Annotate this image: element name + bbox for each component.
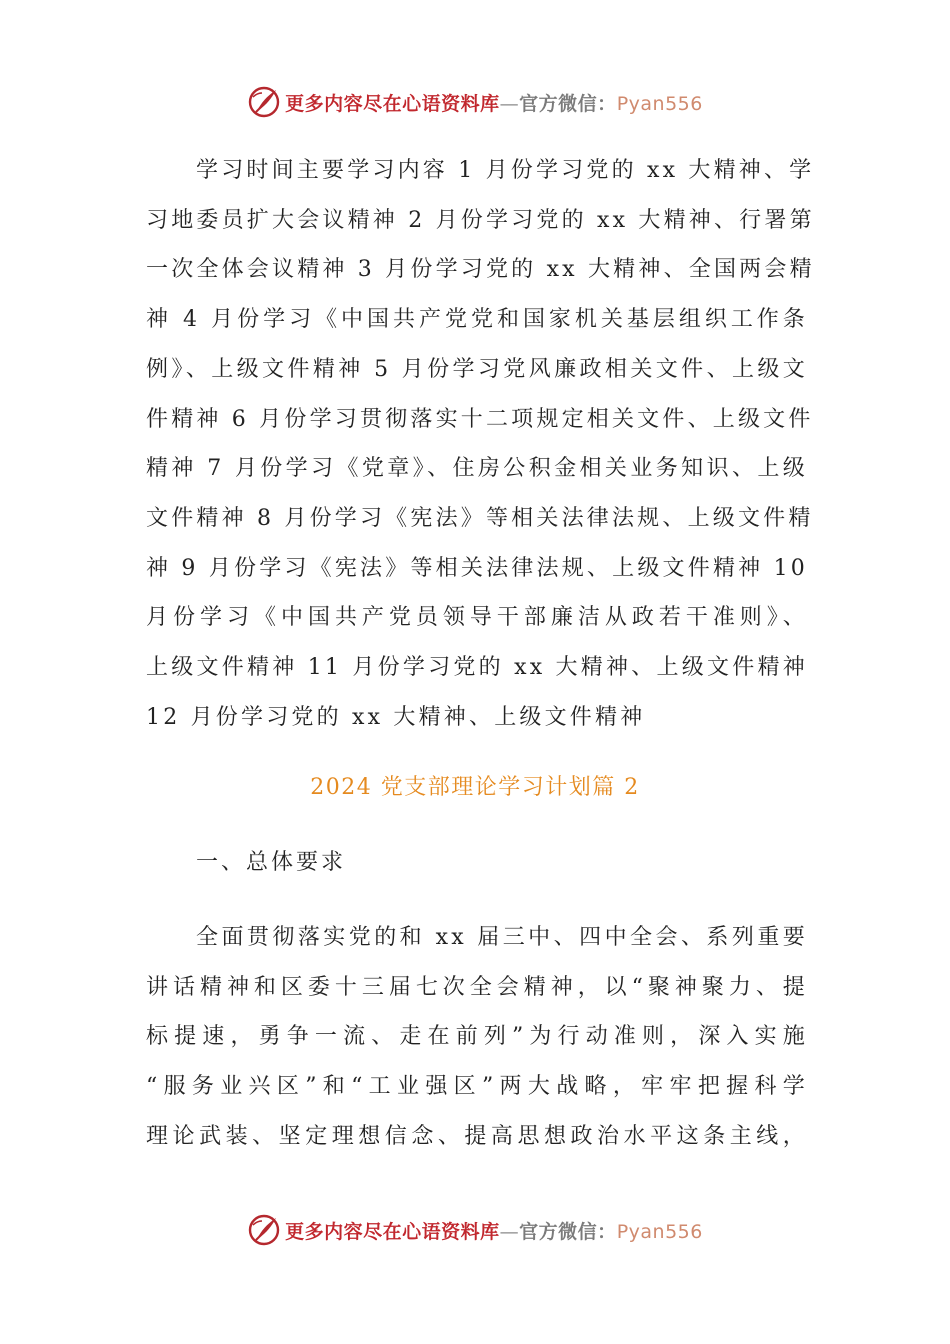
text-line: 神 9 月份学习《宪法》等相关法律法规、上级文件精神 10: [146, 555, 808, 581]
banner-text: [285, 89, 703, 116]
text-line: 件精神 6 月份学习贯彻落实十二项规定相关文件、上级文件: [146, 406, 814, 432]
header-banner: [0, 82, 950, 122]
text-line: 习地委员扩大会议精神 2 月份学习党的 xx 大精神、行署第: [146, 207, 815, 233]
quill-logo-icon: [247, 85, 281, 119]
banner-main-text: 更多内容尽在心语资料库: [285, 1220, 500, 1243]
text-line: 学习时间主要学习内容 1 月份学习党的 xx 大精神、学: [196, 158, 815, 183]
subheading-general-requirements: 一、总体要求: [196, 850, 347, 875]
footer-banner: [0, 1210, 950, 1250]
text-line: 上级文件精神 11 月份学习党的 xx 大精神、上级文件精神: [146, 655, 808, 681]
text-line: 12 月份学习党的 xx 大精神、上级文件精神: [146, 704, 646, 730]
banner-wechat-id: Pyan556: [616, 92, 703, 115]
banner-wechat-label: 官方微信：: [519, 1220, 617, 1243]
text-line: “服务业兴区”和“工业强区”两大战略，牢牢把握科学: [146, 1074, 808, 1100]
text-line: 全面贯彻落实党的和 xx 届三中、四中全会、系列重要: [196, 925, 808, 950]
banner-text: [285, 1217, 703, 1244]
text-line: 神 4 月份学习《中国共产党党和国家机关基层组织工作条: [146, 307, 808, 333]
section-title: 2024 党支部理论学习计划篇 2: [310, 775, 640, 800]
text-line: 标提速，勇争一流、走在前列”为行动准则，深入实施: [146, 1024, 808, 1050]
text-line: 月份学习《中国共产党员领导干部廉洁从政若干准则》、: [146, 605, 808, 631]
text-line: 理论武装、坚定理想信念、提高思想政治水平这条主线，: [146, 1123, 808, 1149]
text-line: 例》、上级文件精神 5 月份学习党风廉政相关文件、上级文: [146, 356, 808, 382]
quill-logo-icon: [247, 1213, 281, 1247]
text-line: 精神 7 月份学习《党章》、住房公积金相关业务知识、上级: [146, 456, 808, 482]
requirements-paragraph: [146, 913, 808, 1162]
text-line: 文件精神 8 月份学习《宪法》等相关法律法规、上级文件精: [146, 505, 814, 531]
text-line: 一次全体会议精神 3 月份学习党的 xx 大精神、全国两会精: [146, 257, 815, 283]
banner-wechat-label: 官方微信：: [519, 92, 617, 115]
text-line: 讲话精神和区委十三届七次全会精神，以“聚神聚力、提: [146, 974, 808, 1000]
banner-main-text: 更多内容尽在心语资料库: [285, 92, 500, 115]
banner-wechat-id: Pyan556: [616, 1220, 703, 1243]
banner-dash: —: [499, 92, 520, 115]
banner-dash: —: [499, 1220, 520, 1243]
study-schedule-paragraph: [146, 146, 815, 742]
